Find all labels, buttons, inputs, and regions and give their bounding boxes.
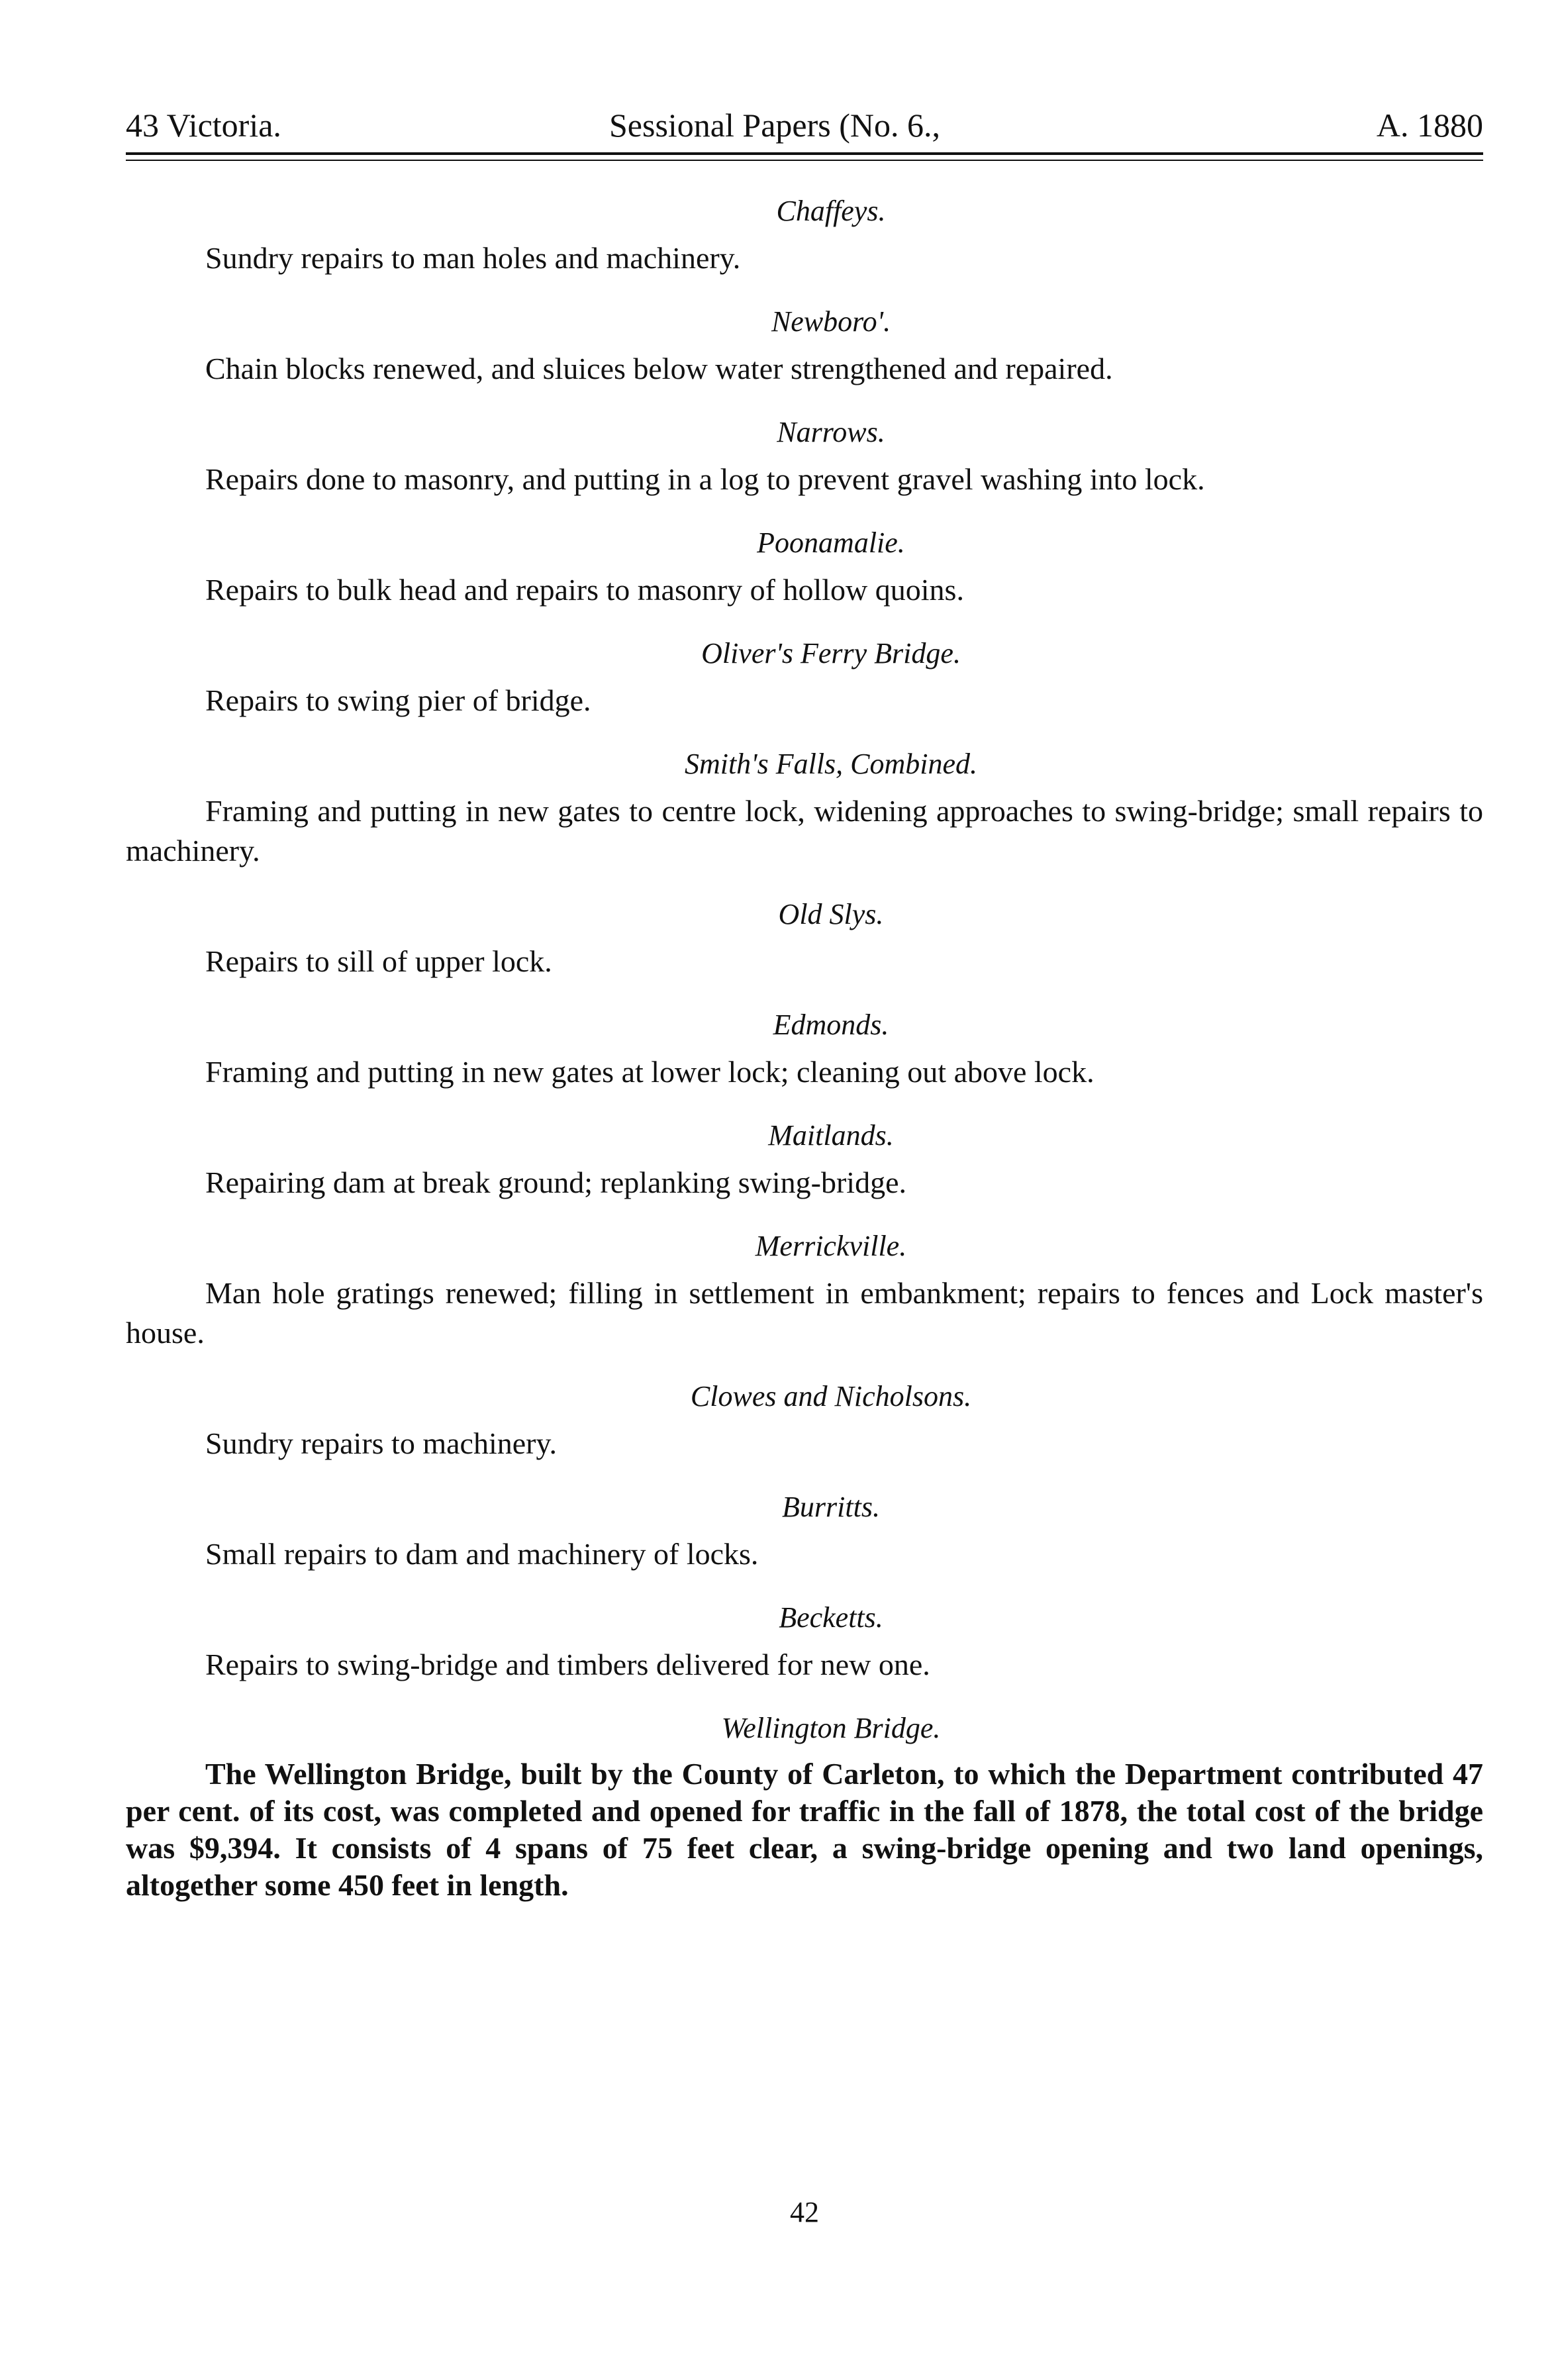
section-heading: Newboro'. (771, 305, 891, 338)
header-center: Sessional Papers (No. 6., (609, 107, 940, 144)
section-heading: Poonamalie. (757, 526, 905, 559)
section-text: Man hole gratings renewed; filling in settlement in embankment; repairs to fences and Lock master's house. (126, 1276, 1483, 1350)
section-text: Repairs done to masonry, and putting in a log to prevent gravel washing into lock. (205, 462, 1205, 496)
document-page (126, 99, 1483, 2228)
section-burritts (126, 1490, 1483, 1574)
section-clowes-and-nicholsons (126, 1379, 1483, 1463)
header-left: 43 Victoria. (126, 107, 281, 144)
header-rule-thin (126, 160, 1483, 161)
section-poonamalie (126, 526, 1483, 610)
section-text: Small repairs to dam and machinery of locks. (205, 1537, 759, 1571)
section-text: Sundry repairs to machinery. (205, 1426, 557, 1460)
section-heading: Clowes and Nicholsons. (690, 1380, 972, 1413)
section-text: Repairs to swing-bridge and timbers delivered for new one. (205, 1648, 930, 1681)
section-heading: Narrows. (777, 416, 885, 448)
section-smiths-falls (126, 747, 1483, 871)
section-heading: Burritts. (782, 1491, 880, 1523)
section-text: Chain blocks renewed, and sluices below water strengthened and repaired. (205, 352, 1113, 385)
section-heading: Merrickville. (755, 1230, 907, 1262)
section-wellington-bridge (126, 1711, 1483, 1904)
section-text: Repairs to bulk head and repairs to masonry of hollow quoins. (205, 573, 964, 607)
section-heading: Chaffeys. (776, 195, 886, 227)
section-edmonds (126, 1008, 1483, 1092)
section-text: Repairs to swing pier of bridge. (205, 683, 591, 717)
section-merrickville (126, 1229, 1483, 1353)
section-text: Framing and putting in new gates at lower lock; cleaning out above lock. (205, 1055, 1094, 1089)
section-text: Framing and putting in new gates to centre lock, widening approaches to swing-bridge; small repairs to machinery. (126, 794, 1483, 868)
section-text: Repairs to sill of upper lock. (205, 944, 552, 978)
section-becketts (126, 1601, 1483, 1685)
section-heading: Oliver's Ferry Bridge. (701, 637, 961, 669)
header-right: A. 1880 (1376, 107, 1483, 144)
section-text: The Wellington Bridge, built by the County of Carleton, to which the Department contributed 47 per cent. of its cost, was completed and opened for traffic in the fall of 1878, the total cost of the bridge was $9,394. It consists of 4 spans of 75 feet clear, a swing-bridge opening and two land openings, altogether some 450 feet in length. (126, 1757, 1483, 1902)
section-newboro (126, 305, 1483, 389)
section-heading: Old Slys. (778, 898, 884, 930)
section-narrows (126, 415, 1483, 499)
header-rule (126, 152, 1483, 155)
section-heading: Maitlands. (768, 1119, 894, 1152)
running-header (126, 99, 1483, 152)
section-heading: Edmonds. (773, 1009, 889, 1041)
section-heading: Becketts. (779, 1601, 883, 1634)
sections-body (126, 194, 1483, 1904)
section-old-slys (126, 897, 1483, 981)
section-heading: Wellington Bridge. (721, 1712, 941, 1744)
section-chaffeys (126, 194, 1483, 278)
section-heading: Smith's Falls, Combined. (684, 748, 978, 780)
section-text: Repairing dam at break ground; replanking swing-bridge. (205, 1165, 906, 1199)
section-text: Sundry repairs to man holes and machinery. (205, 241, 741, 275)
section-olivers-ferry-bridge (126, 636, 1483, 720)
page-number: 42 (790, 2196, 819, 2228)
section-maitlands (126, 1118, 1483, 1203)
